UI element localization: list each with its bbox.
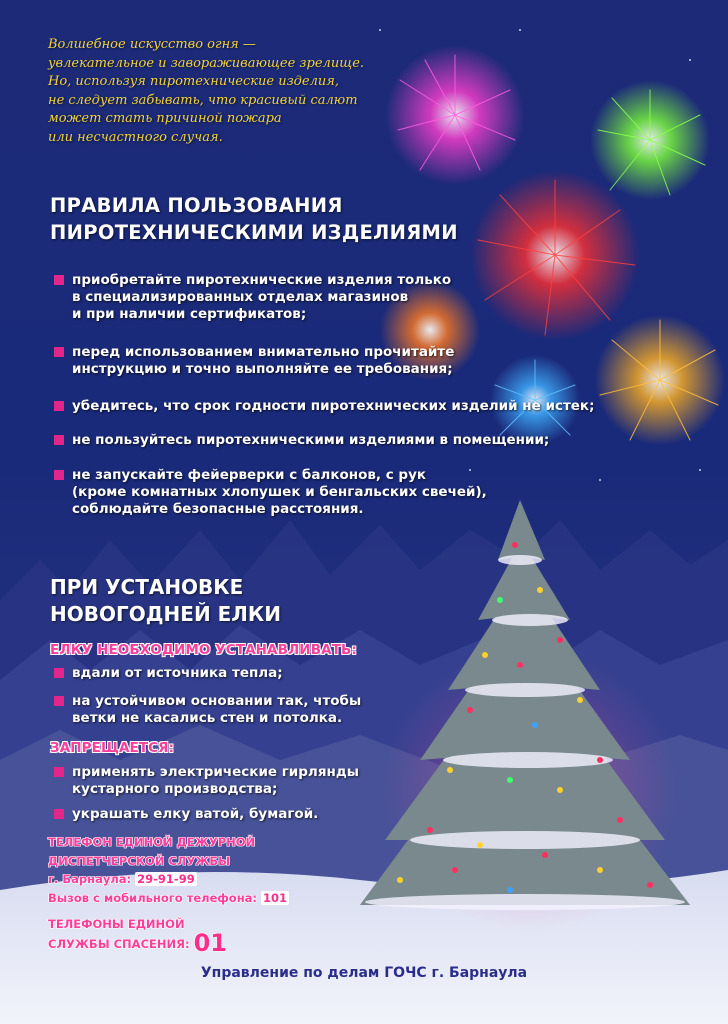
rule-line: инструкцию и точно выполняйте ее требования; — [72, 361, 453, 377]
intro-line: не следует забывать, что красивый салют — [48, 92, 358, 108]
rescue-contact — [48, 915, 228, 957]
tree-heading-line: ПРИ УСТАНОВКЕ — [50, 575, 244, 599]
must-install-label: ЕЛКУ НЕОБХОДИМО УСТАНАВЛИВАТЬ: — [50, 642, 357, 658]
tree-forbidden-rule-2 — [54, 806, 674, 823]
rule-line: украшать елку ватой, бумагой. — [72, 806, 319, 822]
pyro-rule-1 — [54, 272, 674, 323]
city-label: г. Барнаула: — [48, 872, 132, 886]
dispatch-contact — [48, 833, 289, 907]
tree-forbidden-rule-1 — [54, 764, 674, 798]
intro-line: может стать причиной пожара — [48, 111, 282, 126]
bullet-square-icon — [54, 435, 64, 445]
rule-line: в специализированных отделах магазинов — [72, 289, 409, 305]
rescue-phone-number: 01 — [193, 929, 228, 957]
mobile-label: Вызов с мобильного телефона: — [48, 890, 257, 905]
rule-line: соблюдайте безопасные расстояния. — [72, 501, 364, 517]
intro-line: Но, используя пиротехнические изделия, — [48, 74, 339, 89]
mobile-phone-row — [48, 889, 289, 908]
intro-line: или несчастного случая. — [48, 129, 223, 145]
intro-text — [48, 36, 408, 147]
city-phone-number: 29-91-99 — [137, 872, 195, 886]
bullet-square-icon — [54, 401, 64, 411]
rule-line: и при наличии сертификатов; — [72, 306, 307, 322]
rule-line: приобретайте пиротехнические изделия только — [72, 272, 452, 288]
pyro-rule-5 — [54, 467, 674, 518]
bullet-square-icon — [54, 275, 64, 285]
rule-line: применять электрические гирлянды — [72, 764, 359, 780]
city-phone-row — [48, 870, 289, 889]
rule-line: ветки не касались стен и потолка. — [72, 710, 343, 726]
rule-line: вдали от источника тепла; — [72, 665, 283, 681]
intro-line: увлекательное и завораживающее зрелище. — [48, 55, 365, 71]
pyro-rule-4 — [54, 432, 674, 449]
pyro-heading-line: ПРАВИЛА ПОЛЬЗОВАНИЯ — [50, 194, 343, 217]
bullet-square-icon — [54, 767, 64, 777]
tree-rule-2 — [54, 693, 674, 727]
pyro-rule-3 — [54, 398, 674, 415]
dispatch-title-line: ТЕЛЕФОН ЕДИНОЙ ДЕЖУРНОЙ — [48, 835, 256, 849]
forbidden-label: ЗАПРЕЩАЕТСЯ: — [50, 740, 175, 756]
rule-line: не запускайте фейерверки с балконов, с рук — [72, 467, 427, 483]
footer-organization: Управление по делам ГОЧС г. Барнаула — [200, 965, 528, 981]
bullet-square-icon — [54, 668, 64, 678]
mobile-phone-number: 101 — [263, 890, 288, 905]
tree-heading — [50, 574, 281, 628]
rescue-row — [48, 929, 228, 957]
rule-line: убедитесь, что срок годности пиротехнических изделий не истек; — [72, 398, 595, 414]
intro-line: Волшебное искусство огня — — [48, 37, 256, 52]
dispatch-title-line: ДИСПЕТЧЕРСКОЙ СЛУЖБЫ — [48, 853, 231, 868]
pyro-heading — [50, 192, 458, 246]
rule-line: перед использованием внимательно прочитайте — [72, 344, 455, 360]
rescue-title-line: СЛУЖБЫ СПАСЕНИЯ: — [48, 937, 190, 951]
pyro-heading-line: ПИРОТЕХНИЧЕСКИМИ ИЗДЕЛИЯМИ — [50, 221, 458, 244]
bullet-square-icon — [54, 470, 64, 480]
bullet-square-icon — [54, 696, 64, 706]
rule-line: не пользуйтесь пиротехническими изделиями в помещении; — [72, 432, 550, 448]
tree-heading-line: НОВОГОДНЕЙ ЕЛКИ — [50, 602, 282, 626]
rule-line: на устойчивом основании так, чтобы — [72, 693, 362, 709]
rule-line: (кроме комнатных хлопушек и бенгальских свечей), — [72, 484, 487, 500]
bullet-square-icon — [54, 809, 64, 819]
rule-line: кустарного производства; — [72, 781, 278, 797]
pyro-rule-2 — [54, 344, 674, 378]
bullet-square-icon — [54, 347, 64, 357]
tree-rule-1 — [54, 665, 674, 682]
rescue-title-line: ТЕЛЕФОНЫ ЕДИНОЙ — [48, 917, 185, 931]
